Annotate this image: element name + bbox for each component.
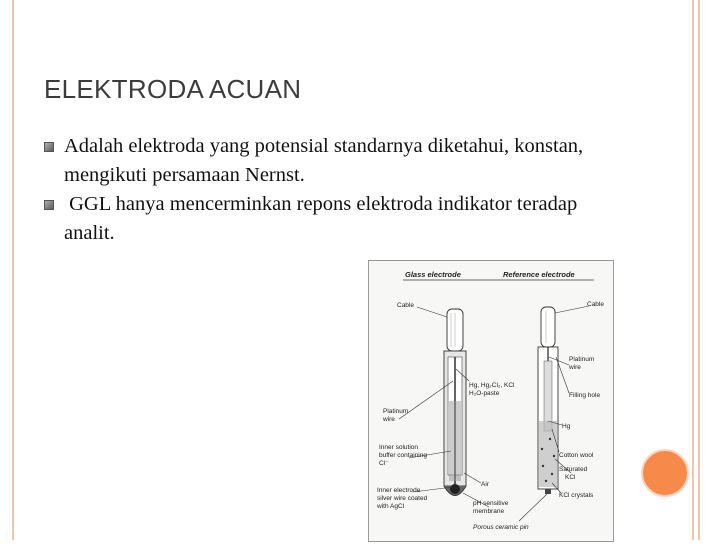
bullet-text: Adalah elektroda yang potensial standarnya diketahui, konstan, mengikuti persamaan Nernst. — [64, 135, 584, 186]
bullet-text: GGL hanya mencerminkan repons elektroda indikator teradap analit. — [64, 193, 583, 244]
bullet-list — [44, 132, 604, 248]
electrode-illustration — [369, 261, 613, 541]
decorative-circle — [641, 449, 689, 497]
glass-electrode-title: Glass electrode — [405, 270, 461, 279]
cotton-wool-label: Cotton wool — [559, 452, 594, 459]
reference-electrode-title: Reference electrode — [503, 270, 575, 279]
electrode-diagram — [368, 260, 614, 542]
mercury-label: Hg — [562, 423, 571, 430]
glass-electrode-drawing — [444, 309, 466, 496]
glass-cable-label: Cable — [397, 302, 414, 309]
ph-membrane-label: membrane — [473, 508, 505, 515]
paste-label: H₂O-paste — [469, 390, 500, 397]
porous-pin-label: Porous ceramic pin — [473, 524, 529, 531]
inner-electrode-label: with AgCl — [377, 503, 405, 510]
frame-line-right-inner — [698, 0, 700, 540]
leader-lines — [399, 306, 589, 521]
filling-hole-label: Filling hole — [569, 392, 601, 399]
inner-solution-label: Inner solution — [379, 444, 419, 451]
slide-title: ELEKTRODA ACUAN — [44, 74, 302, 104]
glass-platinum-label: wire — [383, 416, 395, 423]
reference-electrode-drawing — [538, 307, 558, 494]
frame-line-right-outer — [692, 0, 694, 540]
inner-electrode-label: silver wire coated — [377, 495, 428, 502]
paste-label: Hg, Hg₂Cl₂, KCl — [469, 382, 515, 389]
inner-solution-label: Cl⁻ — [379, 460, 389, 467]
saturated-kcl-label: Saturated — [559, 466, 588, 473]
inner-electrode-label: Inner electrode — [377, 487, 421, 494]
reference-cable-label: Cable — [587, 301, 604, 308]
saturated-kcl-label: KCl — [565, 474, 576, 481]
reference-platinum-label: Platinum — [569, 356, 595, 363]
square-bullet-icon — [44, 200, 54, 210]
air-label: Air — [481, 481, 489, 488]
bullet-item — [44, 190, 604, 248]
bullet-item — [44, 132, 604, 190]
square-bullet-icon — [44, 142, 54, 152]
kcl-crystals-label: KCl crystals — [559, 492, 594, 499]
reference-platinum-label: wire — [569, 364, 581, 371]
inner-solution-label: buffer containing — [379, 452, 427, 459]
frame-line-left — [12, 0, 14, 540]
glass-platinum-label: Platinum — [383, 408, 409, 415]
ph-membrane-label: pH sensitive — [473, 500, 509, 507]
